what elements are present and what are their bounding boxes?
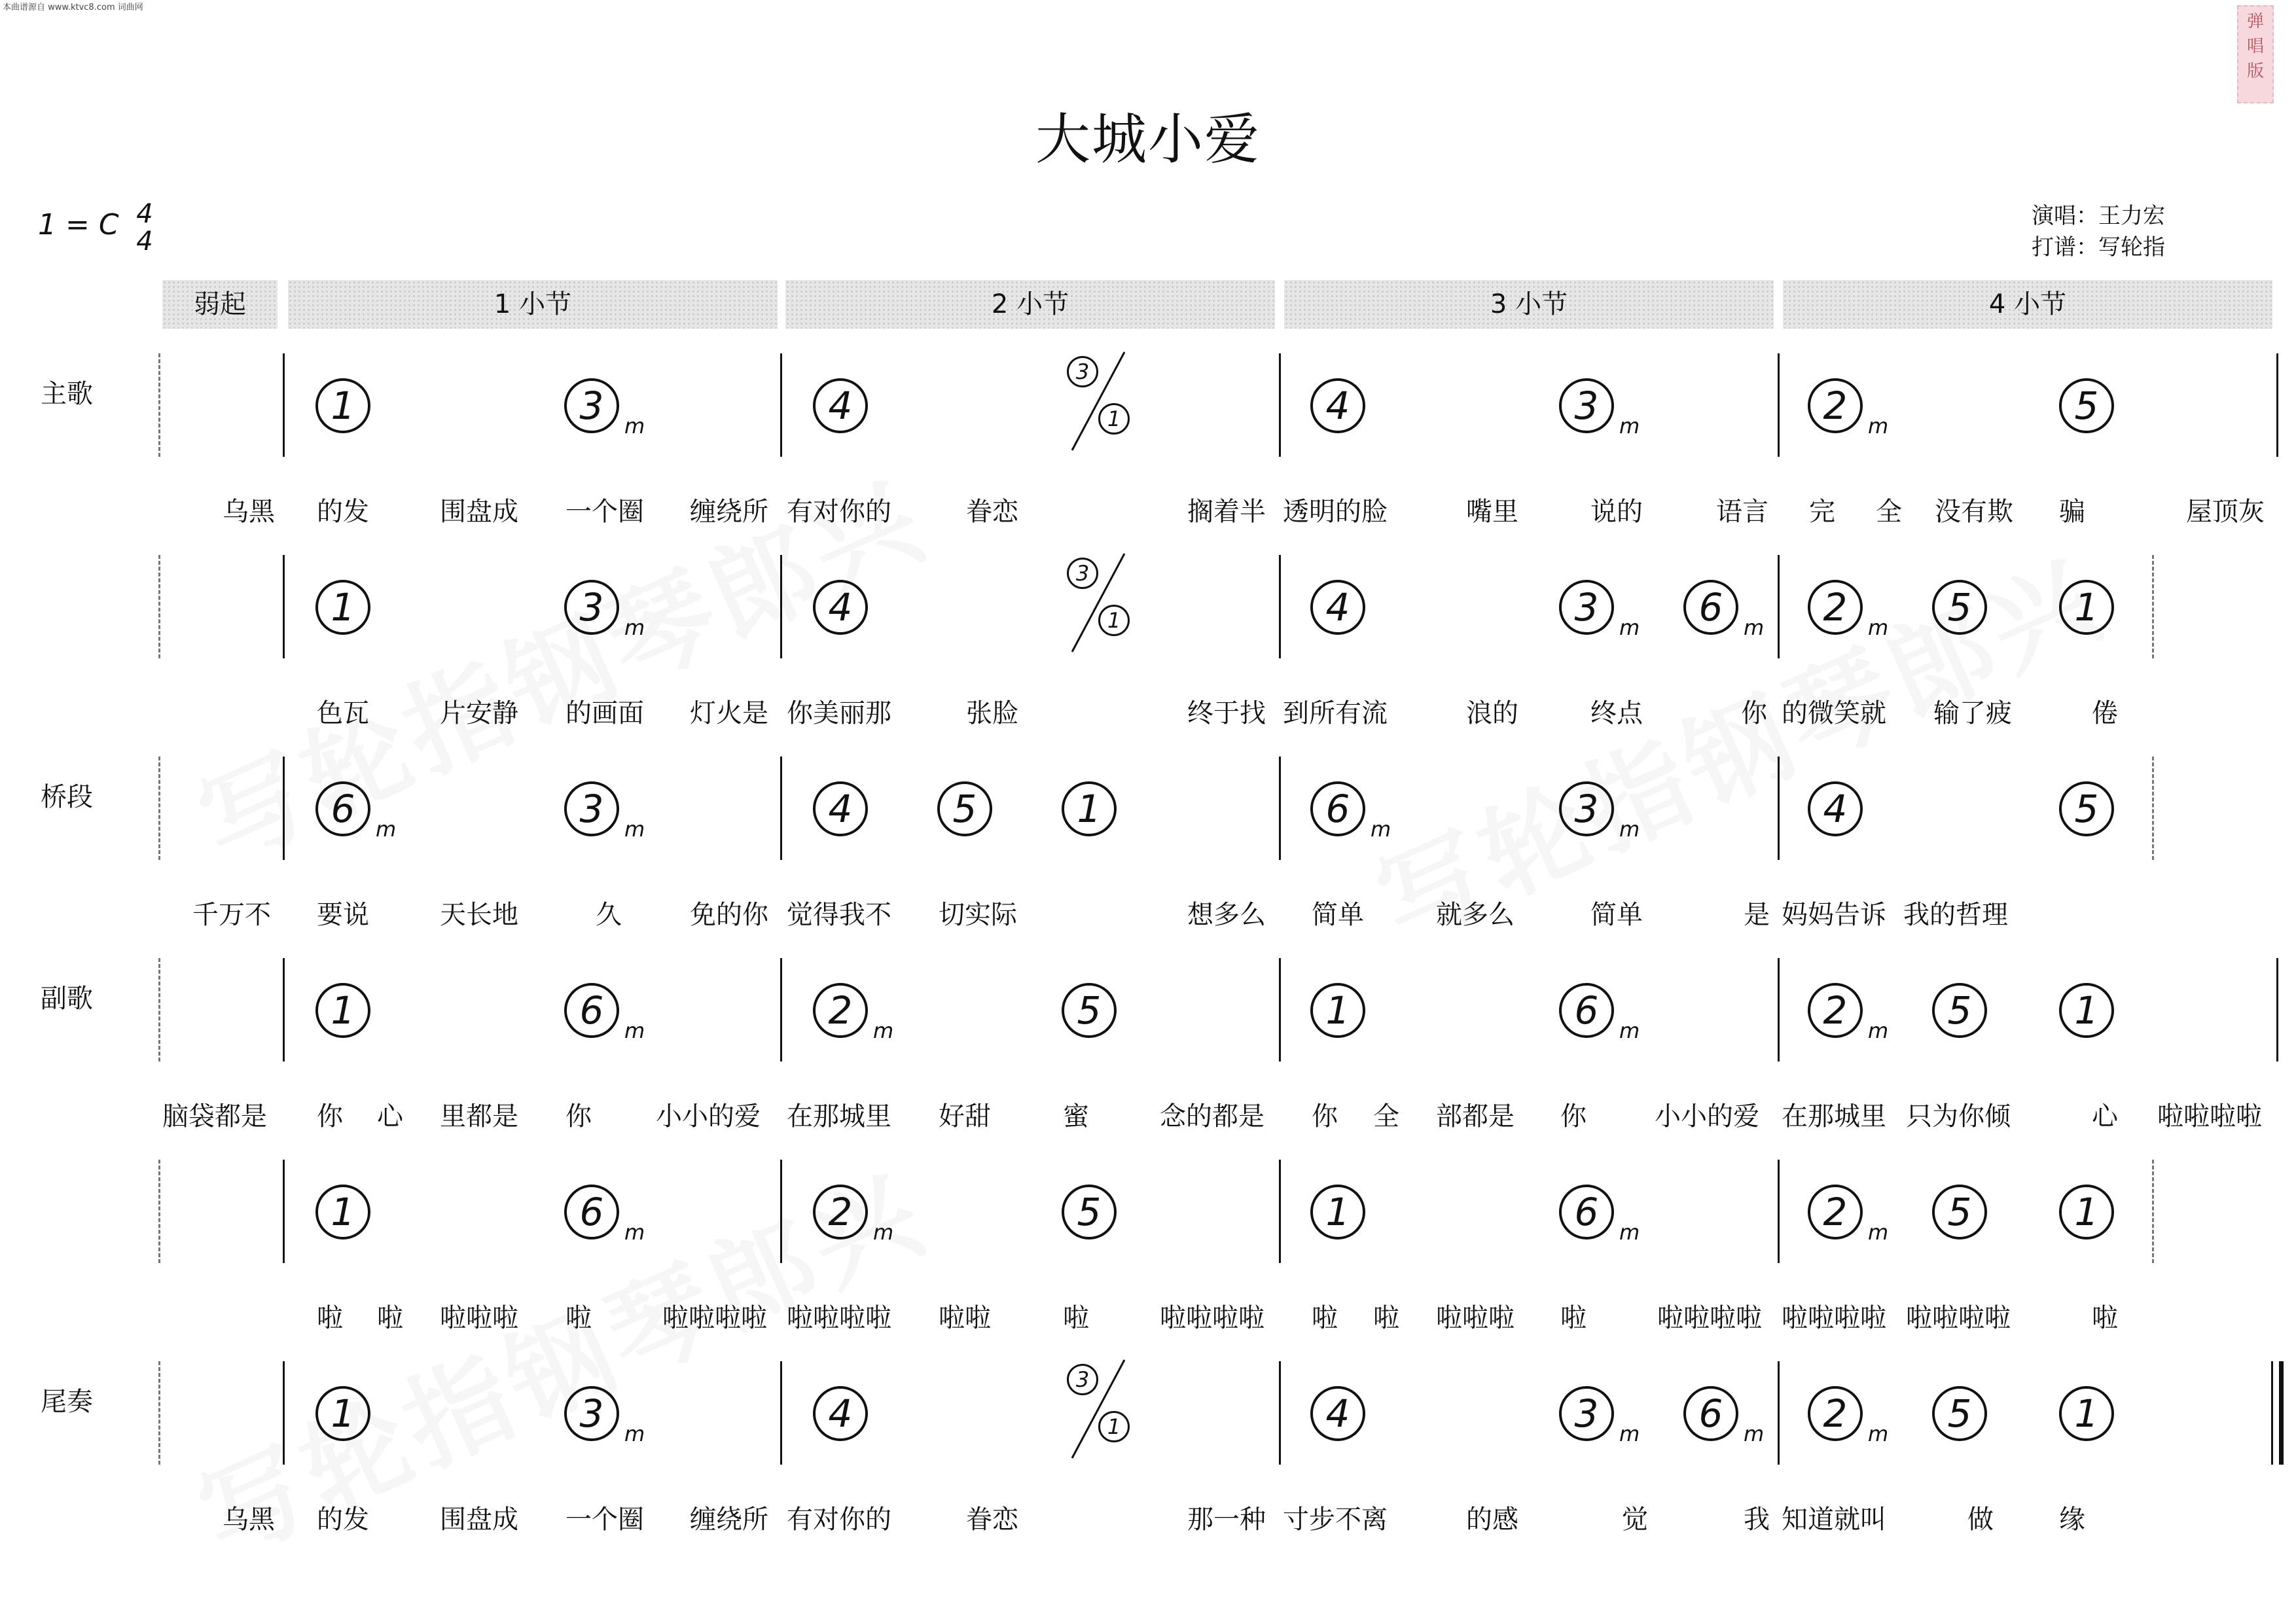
chord-degree: 3 (564, 378, 619, 433)
minor-marker: m (376, 817, 397, 842)
chord-degree: 2 (813, 1185, 868, 1240)
lyric: 嘴里 (1466, 497, 1518, 527)
chord-degree: 3 (1559, 781, 1614, 836)
lyric: 你 (1741, 698, 1767, 728)
chord-degree: 1 (1062, 781, 1117, 836)
stamp-char: 弹 (2246, 12, 2264, 31)
lyric: 我的哲理 (1903, 900, 2008, 930)
lyric: 寸步不离 (1283, 1505, 1388, 1535)
lyric: 色瓦 (317, 698, 369, 728)
chord-degree: 1 (315, 983, 370, 1038)
lyric: 围盘成 (440, 1505, 518, 1535)
slash-chord (1060, 348, 1152, 453)
chord-degree: 4 (813, 1386, 868, 1441)
lyric: 啦 (317, 1303, 343, 1333)
bar-line (1279, 757, 1281, 860)
lyric: 乌黑 (223, 1505, 275, 1535)
lyric: 乌黑 (223, 497, 275, 527)
lyric: 缠绕所 (690, 497, 768, 527)
lyric: 完 (1809, 497, 1835, 527)
lyric: 倦 (2092, 698, 2118, 728)
chord-degree: 1 (2059, 1386, 2114, 1441)
minor-marker: m (1868, 615, 1889, 640)
lyric: 到所有流 (1283, 698, 1388, 728)
bar-line (780, 555, 782, 658)
bar-line (1279, 555, 1281, 658)
bar-line (780, 958, 782, 1061)
row-end-line (2152, 1160, 2154, 1263)
slash-chord (1060, 1356, 1152, 1461)
lyric: 输了疲 (1933, 698, 2012, 728)
bar-line (1279, 1361, 1281, 1465)
lyric: 简单 (1312, 900, 1364, 930)
lyric: 说的 (1590, 497, 1643, 527)
lyric: 小小的爱 (1655, 1101, 1759, 1132)
bar-line (1778, 757, 1780, 860)
chord-degree: 5 (1932, 1386, 1987, 1441)
chord-degree: 1 (315, 378, 370, 433)
chord-degree: 1 (2059, 580, 2114, 635)
slash-chord-lower: 1 (1098, 1411, 1130, 1442)
minor-marker: m (1619, 615, 1640, 640)
chord-degree: 1 (315, 1185, 370, 1240)
final-bar-line (2279, 1361, 2284, 1465)
lyric: 在那城里 (1782, 1101, 1886, 1132)
bar-line (1279, 353, 1281, 457)
lyric: 终点 (1590, 698, 1643, 728)
minor-marker: m (1744, 1421, 1765, 1446)
row-start-line (158, 555, 160, 658)
lyric: 啦啦啦啦 (662, 1303, 767, 1333)
chord-degree: 3 (564, 1386, 619, 1441)
minor-marker: m (624, 1220, 645, 1245)
chord-degree: 3 (564, 580, 619, 635)
lyric: 片安静 (440, 698, 518, 728)
lyric: 免的你 (690, 900, 768, 930)
version-stamp (2237, 5, 2274, 103)
lyric: 浪的 (1466, 698, 1518, 728)
lyric: 妈妈告诉 (1782, 900, 1886, 930)
lyric: 的感 (1466, 1505, 1518, 1535)
chord-degree: 4 (1808, 781, 1863, 836)
chord-degree: 5 (1932, 983, 1987, 1038)
chord-degree: 2 (1808, 983, 1863, 1038)
chord-degree: 1 (1310, 1185, 1365, 1240)
bar-line (780, 1160, 782, 1263)
lyric: 灯火是 (690, 698, 768, 728)
minor-marker: m (1868, 1421, 1889, 1446)
bar-line (1279, 1160, 1281, 1263)
chord-degree: 6 (1559, 983, 1614, 1038)
lyric: 啦啦啦 (1436, 1303, 1515, 1333)
lyric: 搁着半 (1187, 497, 1266, 527)
chord-degree: 2 (1808, 378, 1863, 433)
lyric: 我 (1744, 1505, 1770, 1535)
lyric: 心 (377, 1101, 403, 1132)
slash-chord-upper: 3 (1067, 558, 1098, 589)
bar-label-4: 4 小节 (1783, 280, 2272, 329)
bar-line (283, 757, 285, 860)
chord-degree: 2 (1808, 580, 1863, 635)
chord-degree: 4 (1310, 1386, 1365, 1441)
singer-credit: 演唱：王力宏 (2032, 203, 2165, 229)
minor-marker: m (873, 1018, 894, 1043)
minor-marker: m (624, 615, 645, 640)
lyric: 久 (596, 900, 622, 930)
lyric: 啦 (1312, 1303, 1338, 1333)
chord-degree: 6 (1310, 781, 1365, 836)
chord-degree: 4 (813, 781, 868, 836)
lyric: 啦 (1063, 1303, 1089, 1333)
lyric: 啦啦啦啦 (787, 1303, 891, 1333)
bar-label-3: 3 小节 (1284, 280, 1774, 329)
lyric: 啦啦啦啦 (2157, 1101, 2262, 1132)
bar-line (1778, 1361, 1780, 1465)
bar-line (780, 757, 782, 860)
lyric: 围盘成 (440, 497, 518, 527)
chord-degree: 1 (2059, 983, 2114, 1038)
chord-degree: 1 (315, 580, 370, 635)
lyric: 啦啦啦啦 (1782, 1303, 1886, 1333)
lyric: 是 (1744, 900, 1770, 930)
lyric: 脑袋都是 (162, 1101, 267, 1132)
minor-marker: m (624, 1421, 645, 1446)
bar-line (1778, 555, 1780, 658)
chord-degree: 3 (1559, 378, 1614, 433)
bar-line (283, 555, 285, 658)
chord-degree: 3 (564, 781, 619, 836)
lyric: 做 (1967, 1505, 1994, 1535)
bar-line (2276, 353, 2278, 457)
lyric: 有对你的 (787, 497, 891, 527)
chord-degree: 1 (2059, 1185, 2114, 1240)
meter-top: 4 (136, 199, 153, 229)
chord-degree: 3 (1559, 580, 1614, 635)
bar-line (1778, 1160, 1780, 1263)
lyric: 一个圈 (565, 497, 644, 527)
bar-line (283, 1361, 285, 1465)
row-start-line (158, 1160, 160, 1263)
minor-marker: m (1371, 817, 1391, 842)
bar-line (1279, 958, 1281, 1061)
lyric: 一个圈 (565, 1505, 644, 1535)
lyric: 知道就叫 (1782, 1505, 1886, 1535)
slash-chord (1060, 550, 1152, 654)
meter-bottom: 4 (136, 226, 153, 257)
row-end-line (2152, 555, 2154, 658)
arranger-credit: 打谱：写轮指 (2032, 234, 2165, 260)
chord-degree: 6 (564, 1185, 619, 1240)
lyric: 想多么 (1187, 900, 1266, 930)
bar-line (283, 958, 285, 1061)
stamp-char: 唱 (2246, 37, 2264, 56)
chord-degree: 1 (1310, 983, 1365, 1038)
chord-degree: 4 (1310, 580, 1365, 635)
lyric: 在那城里 (787, 1101, 891, 1132)
lyric: 骗 (2059, 497, 2085, 527)
minor-marker: m (1619, 1018, 1640, 1043)
chord-degree: 5 (1062, 1185, 1117, 1240)
bar-line (283, 353, 285, 457)
credits (2032, 200, 2165, 263)
lyric: 里都是 (440, 1101, 518, 1132)
lyric: 念的都是 (1160, 1101, 1265, 1132)
lyric: 全 (1876, 497, 1902, 527)
minor-marker: m (624, 1018, 645, 1043)
chord-degree: 2 (1808, 1386, 1863, 1441)
lyric: 啦 (1373, 1303, 1399, 1333)
minor-marker: m (624, 817, 645, 842)
lyric: 张脸 (966, 698, 1018, 728)
time-signature (128, 200, 161, 255)
row-start-line (158, 353, 160, 457)
lyric: 啦啦啦啦 (1906, 1303, 2011, 1333)
bar-line (780, 353, 782, 457)
section-label: 桥段 (41, 782, 93, 812)
stamp-char: 版 (2246, 62, 2264, 81)
slash-chord-upper: 3 (1067, 356, 1098, 387)
lyric: 啦啦 (939, 1303, 991, 1333)
lyric: 部都是 (1436, 1101, 1515, 1132)
lyric: 你 (565, 1101, 592, 1132)
lyric: 觉 (1622, 1505, 1648, 1535)
lyric: 语言 (1716, 497, 1768, 527)
chord-degree: 5 (2059, 781, 2114, 836)
chord-degree: 4 (813, 580, 868, 635)
bar-label-pickup: 弱起 (162, 280, 278, 329)
song-title: 大城小爱 (1035, 107, 1261, 171)
lyric: 心 (2092, 1101, 2118, 1132)
minor-marker: m (1619, 1421, 1640, 1446)
bar-line (2271, 1361, 2273, 1465)
bar-line (1778, 958, 1780, 1061)
lyric: 简单 (1590, 900, 1643, 930)
chord-degree: 5 (1062, 983, 1117, 1038)
lyric: 要说 (317, 900, 369, 930)
chord-degree: 1 (315, 1386, 370, 1441)
lyric: 你 (317, 1101, 343, 1132)
chord-degree: 5 (1932, 580, 1987, 635)
bar-label-2: 2 小节 (785, 280, 1275, 329)
lyric: 小小的爱 (656, 1101, 761, 1132)
minor-marker: m (1868, 414, 1889, 438)
bar-line (283, 1160, 285, 1263)
lyric: 切实际 (939, 900, 1017, 930)
minor-marker: m (873, 1220, 894, 1245)
lyric: 那一种 (1187, 1505, 1266, 1535)
lyric: 透明的脸 (1283, 497, 1388, 527)
row-start-line (158, 958, 160, 1061)
lyric: 千万不 (192, 900, 271, 930)
lyric: 就多么 (1436, 900, 1515, 930)
source-note: 本曲谱源自 www.ktvc8.com 词曲网 (3, 3, 143, 12)
lyric: 啦 (2092, 1303, 2118, 1333)
chord-degree: 3 (1559, 1386, 1614, 1441)
lyric: 啦 (377, 1303, 403, 1333)
chord-degree: 5 (2059, 378, 2114, 433)
lyric: 蜜 (1063, 1101, 1089, 1132)
row-end-line (2152, 757, 2154, 860)
slash-chord-upper: 3 (1067, 1364, 1098, 1395)
lyric: 啦 (565, 1303, 592, 1333)
row-start-line (158, 757, 160, 860)
slash-chord-lower: 1 (1098, 605, 1130, 636)
lyric: 眷恋 (966, 497, 1018, 527)
chord-degree: 6 (1683, 580, 1738, 635)
lyric: 啦啦啦啦 (1160, 1303, 1265, 1333)
chord-degree: 4 (813, 378, 868, 433)
lyric: 缠绕所 (690, 1505, 768, 1535)
bar-line (780, 1361, 782, 1465)
bar-line (2276, 958, 2278, 1061)
chord-degree: 2 (1808, 1185, 1863, 1240)
section-label: 副歌 (41, 984, 93, 1014)
section-label: 尾奏 (41, 1387, 93, 1417)
chord-degree: 5 (1932, 1185, 1987, 1240)
lyric: 啦啦啦啦 (1657, 1303, 1762, 1333)
bar-label-1: 1 小节 (288, 280, 778, 329)
key-signature: 1 = C (38, 208, 119, 241)
lyric: 屋顶灰 (2186, 497, 2265, 527)
lyric: 的画面 (565, 698, 644, 728)
lyric: 觉得我不 (787, 900, 891, 930)
lyric: 有对你的 (787, 1505, 891, 1535)
minor-marker: m (1619, 817, 1640, 842)
minor-marker: m (1868, 1220, 1889, 1245)
lyric: 眷恋 (966, 1505, 1018, 1535)
chord-degree: 6 (1559, 1185, 1614, 1240)
lyric: 啦 (1560, 1303, 1587, 1333)
minor-marker: m (1868, 1018, 1889, 1043)
row-start-line (158, 1361, 160, 1465)
lyric: 啦啦啦 (440, 1303, 518, 1333)
lyric: 没有欺 (1935, 497, 2013, 527)
minor-marker: m (624, 414, 645, 438)
chord-degree: 2 (813, 983, 868, 1038)
lyric: 的发 (317, 497, 369, 527)
section-label: 主歌 (41, 379, 93, 409)
chord-degree: 4 (1310, 378, 1365, 433)
lyric: 全 (1373, 1101, 1399, 1132)
lyric: 天长地 (440, 900, 518, 930)
chord-degree: 6 (315, 781, 370, 836)
chord-degree: 5 (937, 781, 992, 836)
slash-chord-lower: 1 (1098, 403, 1130, 435)
lyric: 你 (1560, 1101, 1587, 1132)
lyric: 的微笑就 (1782, 698, 1886, 728)
lyric: 终于找 (1187, 698, 1266, 728)
lyric: 你美丽那 (787, 698, 891, 728)
chord-degree: 6 (564, 983, 619, 1038)
lyric: 你 (1312, 1101, 1338, 1132)
minor-marker: m (1619, 414, 1640, 438)
minor-marker: m (1619, 1220, 1640, 1245)
lyric: 缘 (2059, 1505, 2085, 1535)
lyric: 好甜 (939, 1101, 991, 1132)
minor-marker: m (1744, 615, 1765, 640)
lyric: 的发 (317, 1505, 369, 1535)
bar-line (1778, 353, 1780, 457)
lyric: 只为你倾 (1906, 1101, 2011, 1132)
chord-degree: 6 (1683, 1386, 1738, 1441)
